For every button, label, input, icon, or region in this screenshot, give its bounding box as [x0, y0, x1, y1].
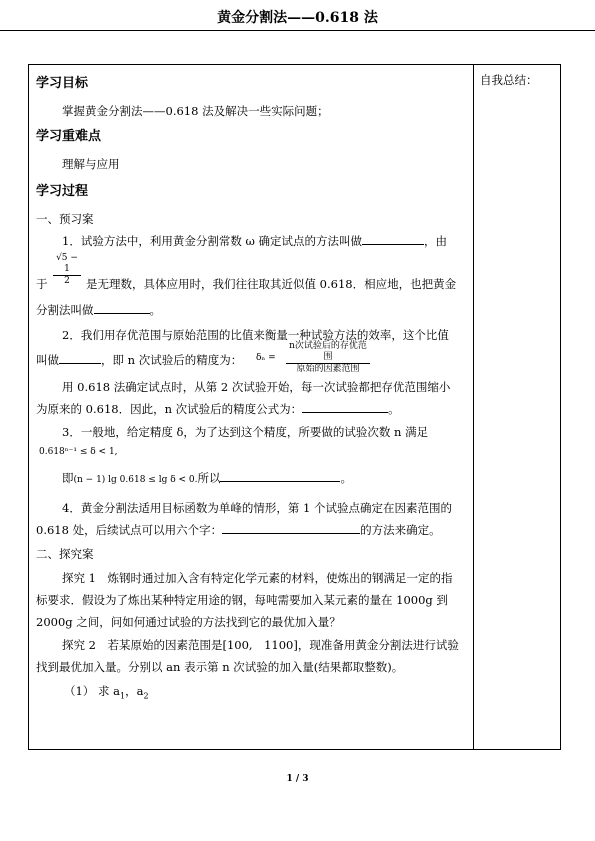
- explore-1-line-2: 标要求．假设为了炼出某种特定用途的钢，每吨需要加入某元素的量在 1000g 到: [36, 593, 448, 607]
- preview-heading: 一、预习案: [36, 212, 94, 226]
- preview-item-1-line-3: [36, 302, 161, 318]
- question-1-label: （1）: [64, 684, 95, 698]
- question-1: [64, 683, 149, 700]
- column-divider: [473, 64, 474, 750]
- goal-text: 掌握黄金分割法——0.618 法及解决一些实际问题；: [62, 104, 329, 118]
- log-inequality-formula: (n − 1) lg 0.618 ≤ lg δ < 0.: [73, 475, 198, 485]
- explore-2-line-1: 探究 2 若某原始的因素范围是[100, 1100]，现准备用黄金分割法进行试验: [62, 638, 459, 652]
- preview-item-2-text-c: ，即 n 次试验后的精度为：: [101, 353, 243, 367]
- header-rule: [0, 30, 595, 31]
- answer-blank: [302, 401, 388, 413]
- preview-item-2-line-3: 用 0.618 法确定试点时，从第 2 次试验开始，每一次试验都把存优范围缩小: [62, 380, 451, 394]
- explore-1-line-1: 探究 1 炼钢时通过加入含有特定化学元素的材料，使炼出的钢满足一定的指: [62, 571, 453, 585]
- preview-item-2-text-b: 叫做: [36, 353, 59, 367]
- answer-blank: [59, 352, 101, 364]
- answer-blank: [362, 233, 424, 245]
- subscript-2: 2: [143, 691, 149, 701]
- key-points-heading: 学习重难点: [36, 129, 102, 144]
- preview-item-2-line-4: [36, 401, 400, 417]
- preview-item-1-text-d: 分割法叫做: [36, 303, 94, 317]
- preview-item-2-text-f: 。: [388, 402, 400, 416]
- explore-heading: 二、探究案: [36, 547, 94, 561]
- preview-item-1-text: 1．试验方法中，利用黄金分割常数 ω 确定试点的方法叫做: [62, 234, 363, 248]
- preview-item-1-text-b: ，由: [424, 234, 448, 248]
- fraction-denominator: 原始的因素范围: [296, 364, 360, 374]
- subscript-1: 1: [120, 691, 126, 701]
- answer-blank: [222, 522, 360, 534]
- page-number: 1 / 3: [286, 774, 309, 784]
- precision-fraction: [286, 341, 370, 375]
- preview-item-1-line-2: 是无理数，具体应用时，我们往往取其近似值 0.618．相应地，也把黄金: [86, 277, 457, 291]
- fraction-numerator: √5 − 1: [56, 253, 78, 274]
- preview-item-3-line-2: [62, 470, 352, 486]
- preview-item-3-end: 。: [340, 471, 352, 485]
- preview-item-1-text-e: 。: [149, 303, 161, 317]
- goal-heading: 学习目标: [36, 76, 89, 91]
- preview-item-2-text-e: 为原来的 0.618．因此，n 次试验后的精度公式为：: [36, 402, 303, 416]
- preview-item-2-line-1: 2．我们用存优范围与原始范围的比值来衡量一种试验方法的效率，这个比值: [62, 328, 449, 342]
- preview-item-2-line-2: [36, 352, 242, 368]
- preview-item-1-prefix: 于: [36, 277, 48, 291]
- question-1-text: 求 a: [97, 684, 120, 698]
- preview-item-3-mid: 所以: [197, 471, 221, 485]
- fraction-numerator: n次试验后的存优范围: [289, 341, 367, 362]
- precision-symbol: δₙ =: [256, 353, 276, 363]
- answer-blank: [220, 470, 340, 482]
- inequality-formula: 0.618ⁿ⁻¹ ≤ δ < 1,: [39, 447, 118, 457]
- preview-item-1-line-1: [62, 233, 447, 249]
- preview-item-4-text-b: 0.618 处，后续试点可以用六个字：: [36, 523, 223, 537]
- preview-item-3-prefix: 即: [62, 471, 74, 485]
- key-points-text: 理解与应用: [62, 157, 120, 171]
- fraction-denominator: 2: [64, 276, 70, 286]
- process-heading: 学习过程: [36, 184, 89, 199]
- question-1-separator: ，a: [125, 684, 144, 698]
- golden-ratio-fraction: [53, 253, 81, 287]
- preview-item-4-text-c: 的方法来确定。: [360, 523, 441, 537]
- page-title: 黄金分割法——0.618 法: [217, 10, 378, 26]
- preview-item-4-line-2: [36, 522, 441, 538]
- answer-blank: [94, 302, 150, 314]
- explore-2-line-2: 找到最优加入量。分别以 an 表示第 n 次试验的加入量(结果都取整数)。: [36, 660, 404, 674]
- preview-item-4-line-1: 4．黄金分割法适用目标函数为单峰的情形，第 1 个试验点确定在因素范围的: [62, 501, 452, 515]
- explore-1-line-3: 2000g 之间，问如何通过试验的方法找到它的最优加入量？: [36, 615, 341, 629]
- preview-item-3-line-1: 3．一般地，给定精度 δ，为了达到这个精度，所要做的试验次数 n 满足: [62, 425, 429, 439]
- self-summary-heading: 自我总结：: [480, 73, 538, 87]
